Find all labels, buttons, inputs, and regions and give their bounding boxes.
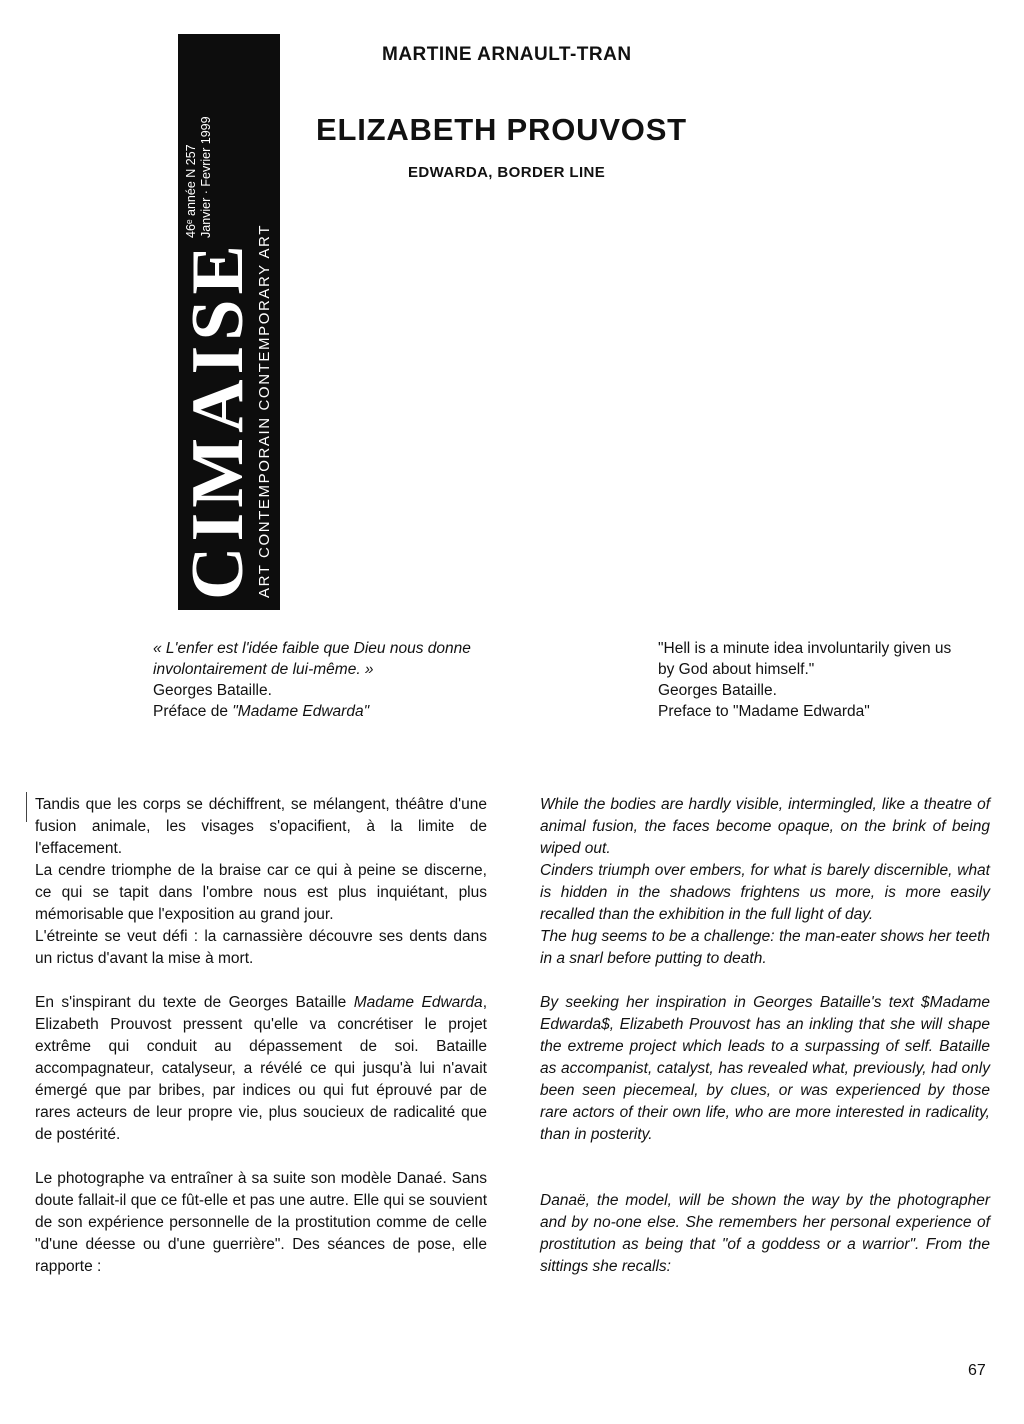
epigraph-en-line2: by God about himself." <box>658 661 815 678</box>
epigraph-fr-source <box>153 701 471 722</box>
body-fr-p4-book-title: Madame Edwarda <box>353 994 483 1011</box>
body-fr-paragraph-1: Tandis que les corps se déchiffrent, se mélangent, théâtre d'une fusion animale, les visages s'opacifient, à la limite de l'effacement. <box>35 796 487 857</box>
article-subtitle: EDWARDA, BORDER LINE <box>408 164 606 181</box>
epigraph-fr-source-prefix: Préface de <box>153 703 233 720</box>
article-title: ELIZABETH PROUVOST <box>316 112 687 147</box>
epigraph-french <box>153 638 471 722</box>
epigraph-fr-source-title: "Madame Edwarda" <box>232 703 370 720</box>
epigraph-fr-line2: involontairement de lui-même. » <box>153 661 374 678</box>
body-column-french <box>35 794 487 1278</box>
body-fr-p4-start: En s'inspirant du texte de Georges Bataille <box>35 994 354 1011</box>
margin-rule <box>26 792 27 822</box>
body-en-paragraph-1: While the bodies are hardly visible, intermingled, like a theatre of animal fusion, the faces become opaque, on the brink of being wiped out. <box>540 796 990 857</box>
body-en-paragraph-5: Danaë, the model, will be shown the way by the photographer and by no-one else. She remembers her personal experience of prostitution as being that "of a goddess or a warrior". From the sittings she recalls: <box>540 1192 990 1275</box>
masthead-logo: CIMAISE <box>177 240 259 600</box>
body-en-paragraph-4: By seeking her inspiration in Georges Bataille's text $Madame Edwarda$, Elizabeth Prouvost has an inkling that she will shape the extreme project which leads to a surpassing of self. Bataille as accompanist, catalyst, has revealed what, previously, had only been seen piecemeal, by clues, or was experienced by those rare actors of their own life, who are more interested in radicality, than in posterity. <box>540 994 990 1143</box>
article-author: MARTINE ARNAULT-TRAN <box>382 44 632 65</box>
body-fr-paragraph-4 <box>35 992 487 1146</box>
body-fr-paragraph-3: L'étreinte se veut défi : la carnassière découvre ses dents dans un rictus d'avant la mise à mort. <box>35 928 487 967</box>
body-fr-paragraph-2: La cendre triomphe de la braise car ce qui à peine se discerne, ce qui se tapit dans l'ombre nous est plus inquiétant, plus mémorisable que l'exposition au grand jour. <box>35 862 487 923</box>
masthead-issue-date: Janvier · Fevrier 1999 <box>199 116 213 238</box>
masthead-subtitle: ART CONTEMPORAIN CONTEMPORARY ART <box>256 224 273 598</box>
page-number: 67 <box>968 1362 986 1379</box>
masthead-issue-info <box>184 116 214 238</box>
epigraph-en-line1: "Hell is a minute idea involuntarily given us <box>658 640 952 657</box>
body-fr-paragraph-5: Le photographe va entraîner à sa suite son modèle Danaé. Sans doute fallait-il que ce fût-elle et pas une autre. Elle qui se souvient de son expérience personnelle de la prostitution comme de celle "d'une déesse ou d'une guerrière". Des séances de pose, elle rapporte : <box>35 1170 487 1275</box>
epigraph-en-source: Preface to "Madame Edwarda" <box>658 703 870 720</box>
body-en-paragraph-2: Cinders triumph over embers, for what is barely discernible, what is hidden in the shadows frightens us more, is more easily recalled than the exhibition in the full light of day. <box>540 862 990 923</box>
body-en-paragraph-3: The hug seems to be a challenge: the man-eater shows her teeth in a snarl before putting to death. <box>540 928 990 967</box>
epigraph-fr-line1: « L'enfer est l'idée faible que Dieu nous donne <box>153 640 471 657</box>
epigraph-en-author: Georges Bataille. <box>658 682 777 699</box>
body-column-english <box>540 794 990 1278</box>
cimaise-masthead <box>178 34 280 610</box>
epigraph-english <box>658 638 951 722</box>
body-fr-p4-end: , Elizabeth Prouvost pressent qu'elle va concrétiser le projet extrême qui conduit au dépassement de soi. Bataille accompagnateur, catalyseur, a révélé ce qui jusqu'à lui n'avait émergé que par bribes, par indices ou qui fut éprouvé par de rares acteurs de leur propre vie, plus soucieux de radicalité que de postérité. <box>35 994 487 1143</box>
masthead-issue-number: 46ᵉ année N 257 <box>184 144 198 238</box>
epigraph-fr-author: Georges Bataille. <box>153 682 272 699</box>
